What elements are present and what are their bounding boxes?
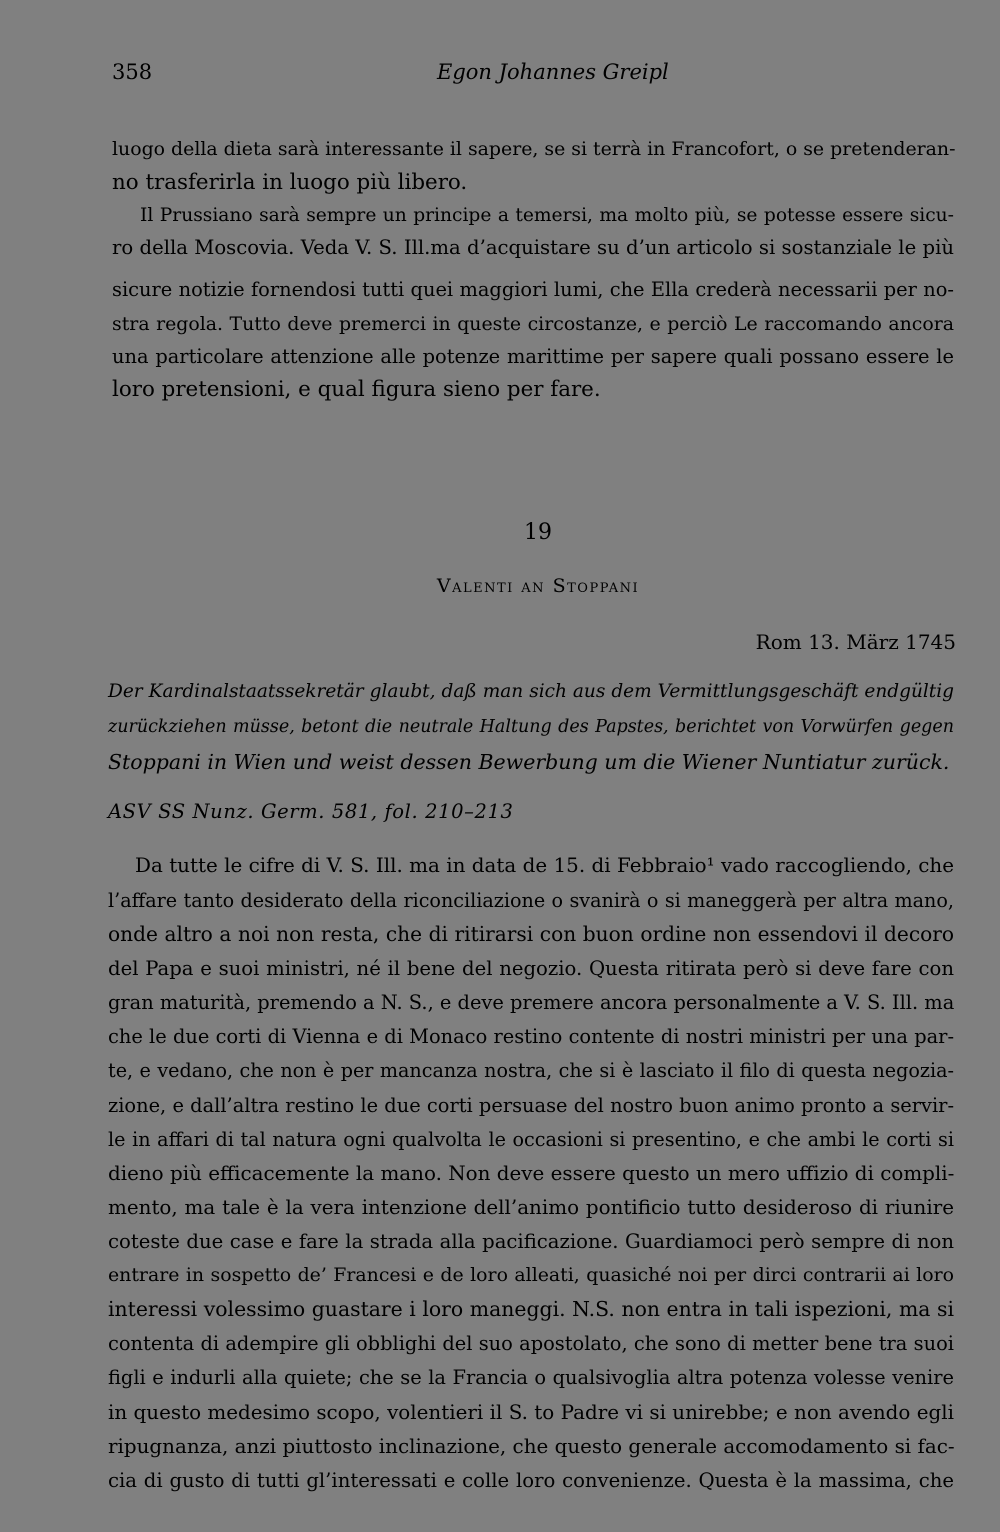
document-heading: Valenti an Stoppani [436,575,640,597]
text-line: ro della Moscovia. Veda V. S. Ill.ma d’acquistare su d’un articolo si sostanziale le più [112,236,954,259]
body-line: in questo medesimo scopo, volentieri il S. to Padre vi si unirebbe; e non avendo egli [108,1401,954,1424]
document-date: Rom 13. März 1745 [755,630,956,654]
running-title: Egon Johannes Greipl [437,60,669,84]
body-line: l’affare tanto desiderato della riconciliazione o svanirà o si maneggerà per altra mano, [108,889,954,912]
text-line: loro pretensioni, e qual figura sieno per fare. [112,377,601,402]
text-line: una particolare attenzione alle potenze marittime per sapere quali possano essere le [112,345,954,368]
archival-source: ASV SS Nunz. Germ. 581, fol. 210–213 [108,800,514,823]
body-line: dieno più efficacemente la mano. Non deve essere questo un mero uffizio di compli- [108,1162,955,1185]
body-line: ripugnanza, anzi piuttosto inclinazione, che questo generale accomodamento si fac- [108,1435,955,1458]
body-line: zione, e dall’altra restino le due corti persuase del nostro buon animo pronto a servir- [108,1094,954,1117]
body-line: gran maturità, premendo a N. S., e deve premere ancora personalmente a V. S. Ill. ma [108,991,955,1014]
text-line: Il Prussiano sarà sempre un principe a temersi, ma molto più, se potesse essere sicu- [140,205,954,226]
text-line: luogo della dieta sarà interessante il sapere, se si terrà in Francofort, o se pretenderan- [112,138,956,160]
page-number: 358 [112,60,153,84]
document-number: 19 [524,520,552,545]
body-line: che le due corti di Vienna e di Monaco restino contente di nostri ministri per una par- [108,1025,954,1048]
body-line: onde altro a noi non resta, che di ritirarsi con buon ordine non essendovi il decoro [108,922,954,946]
body-line: Da tutte le cifre di V. S. Ill. ma in data de 15. di Febbraio¹ vado raccogliendo, che [135,854,954,877]
abstract-line: Stoppani in Wien und weist dessen Bewerbung um die Wiener Nuntiatur zurück. [108,750,950,774]
body-line: interessi volessimo guastare i loro maneggi. N.S. non entra in tali ispezioni, ma si [108,1297,954,1321]
abstract-line: zurückziehen müsse, betont die neutrale Haltung des Papstes, berichtet von Vorwürfen gegen [108,717,954,737]
body-line: del Papa e suoi ministri, né il bene del negozio. Questa ritirata però si deve fare con [108,957,954,980]
body-line: entrare in sospetto de’ Francesi e de loro alleati, quasiché noi per dirci contrarii ai loro [108,1264,954,1286]
abstract-line: Der Kardinalstaatssekretär glaubt, daß man sich aus dem Vermittlungsgeschäft endgültig [108,681,954,702]
body-line: cia di gusto di tutti gl’interessati e colle loro convenienze. Questa è la massima, che [108,1469,954,1492]
body-line: figli e indurli alla quiete; che se la Francia o qualsivoglia altra potenza volesse venire [108,1366,954,1389]
text-line: stra regola. Tutto deve premerci in queste circostanze, e perciò Le raccomando ancora [112,313,954,335]
body-line: te, e vedano, che non è per mancanza nostra, che si è lasciato il filo di questa negozia- [108,1059,954,1082]
body-line: contenta di adempire gli obblighi del suo apostolato, che sono di metter bene tra suoi [108,1332,954,1355]
body-line: coteste due case e fare la strada alla pacificazione. Guardiamoci però sempre di non [108,1230,954,1253]
text-line: sicure notizie fornendosi tutti quei maggiori lumi, che Ella crederà necessarii per no- [112,278,954,301]
text-line: no trasferirla in luogo più libero. [112,170,468,195]
body-line: le in affari di tal natura ogni qualvolta le occasioni si presentino, e che ambi le corti si [108,1128,954,1151]
running-head [112,60,952,96]
body-line: mento, ma tale è la vera intenzione dell’animo pontificio tutto desideroso di riunire [108,1196,954,1219]
